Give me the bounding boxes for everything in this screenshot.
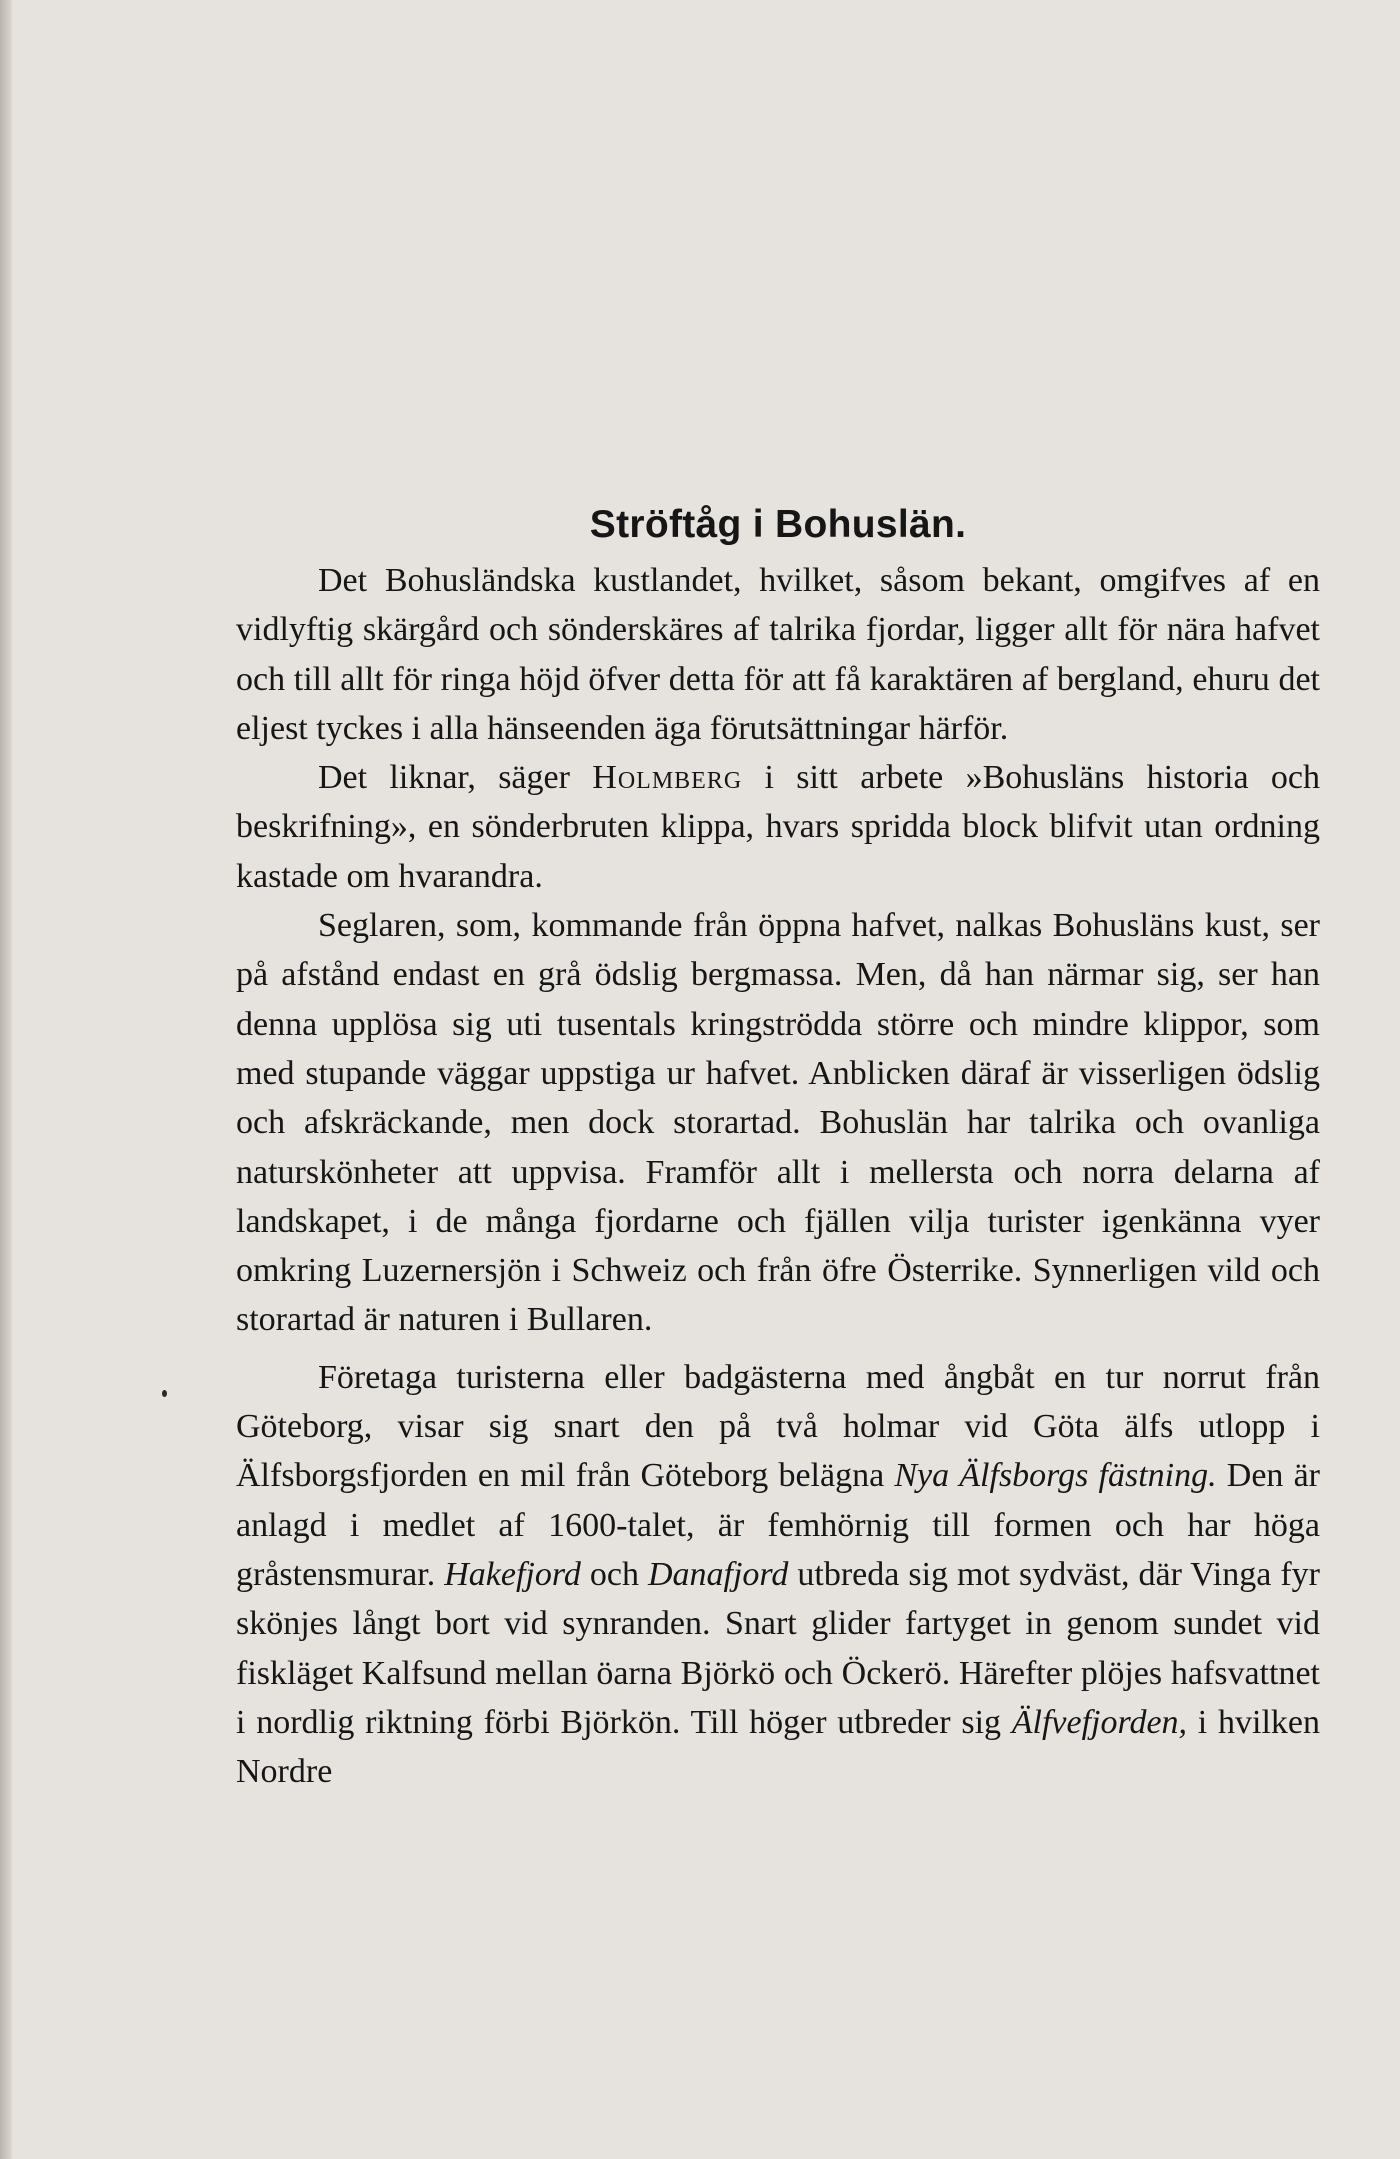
text-segment: Den är anlagd i medlet af 1600-talet, är femhörnig till formen och har höga gråstensmurar. [236, 1457, 1320, 1593]
text-segment: Det liknar, säger [318, 759, 593, 797]
text-segment: utbreda sig mot sydväst, där Vinga fyr skönjes långt bort vid synranden. Snart glider fartyget in genom sundet vid fiskläget Kalfsund mellan öarna Björkö och Öckerö. Härefter plöjes hafsvattnet i nordlig riktning förbi Björkön. Till höger utbreder sig [236, 1555, 1321, 1741]
paragraph-2 [236, 753, 1320, 901]
page-edge [0, 0, 12, 2159]
place-name-italic: Nya Älfsborgs fästning. [894, 1457, 1217, 1495]
text-segment: Seglaren, som, kommande från öppna hafvet, nalkas Bohusläns kust, ser på afstånd endast en grå ödslig bergmassa. Men, då han närmar sig, ser han denna upplösa sig uti tusentals kringströdda större och mindre klippor, som med stupande väggar uppstiga ur hafvet. Anblicken däraf är visserligen ödslig och afskräckande, men dock storartad. Bohuslän har talrika och ovanliga naturskönheter att uppvisa. Framför allt i mellersta och norra delarna af landskapet, i de många fjordarne och fjällen vilja turister igenkänna vyer omkring Luzernersjön i Schweiz och från öfre Österrike. Synnerligen vild och storartad är naturen i Bullaren. [236, 907, 1320, 1339]
place-name-italic: Hakefjord [444, 1555, 581, 1593]
ink-speck [162, 1390, 167, 1397]
author-name: Holmberg [592, 759, 743, 797]
paragraph-1 [236, 556, 1320, 753]
text-segment: Det Bohusländska kustlandet, hvilket, såsom bekant, omgifves af en vidlyftig skärgård och sönderskäres af talrika fjordar, ligger allt för nära hafvet och till allt för ringa höjd öfver detta för att få karaktären af bergland, ehuru det eljest tyckes i alla hänseenden äga förutsättningar härför. [236, 562, 1320, 747]
place-name-italic: Älfvefjorden, [1011, 1703, 1188, 1741]
text-segment: och [580, 1555, 648, 1593]
text-segment: i sitt arbete »Bohusläns historia och beskrifning», en sönderbruten klippa, hvars spridda block blifvit utan ordning kastade om hvarandra. [236, 759, 1320, 895]
page-title: Ströftåg i Bohuslän. [589, 503, 967, 546]
paragraph-3 [236, 901, 1320, 1345]
text-segment: Företaga turisterna eller badgästerna med ångbåt en tur norrut från Göteborg, visar sig snart den på två holmar vid Göta älfs utlopp i Älfsborgsfjorden en mil från Göteborg belägna [236, 1358, 1320, 1495]
place-name-italic: Danafjord [647, 1555, 789, 1593]
page-content [236, 500, 1320, 1796]
paragraph-4 [236, 1353, 1320, 1797]
text-segment: i hvilken Nordre [236, 1703, 1320, 1791]
